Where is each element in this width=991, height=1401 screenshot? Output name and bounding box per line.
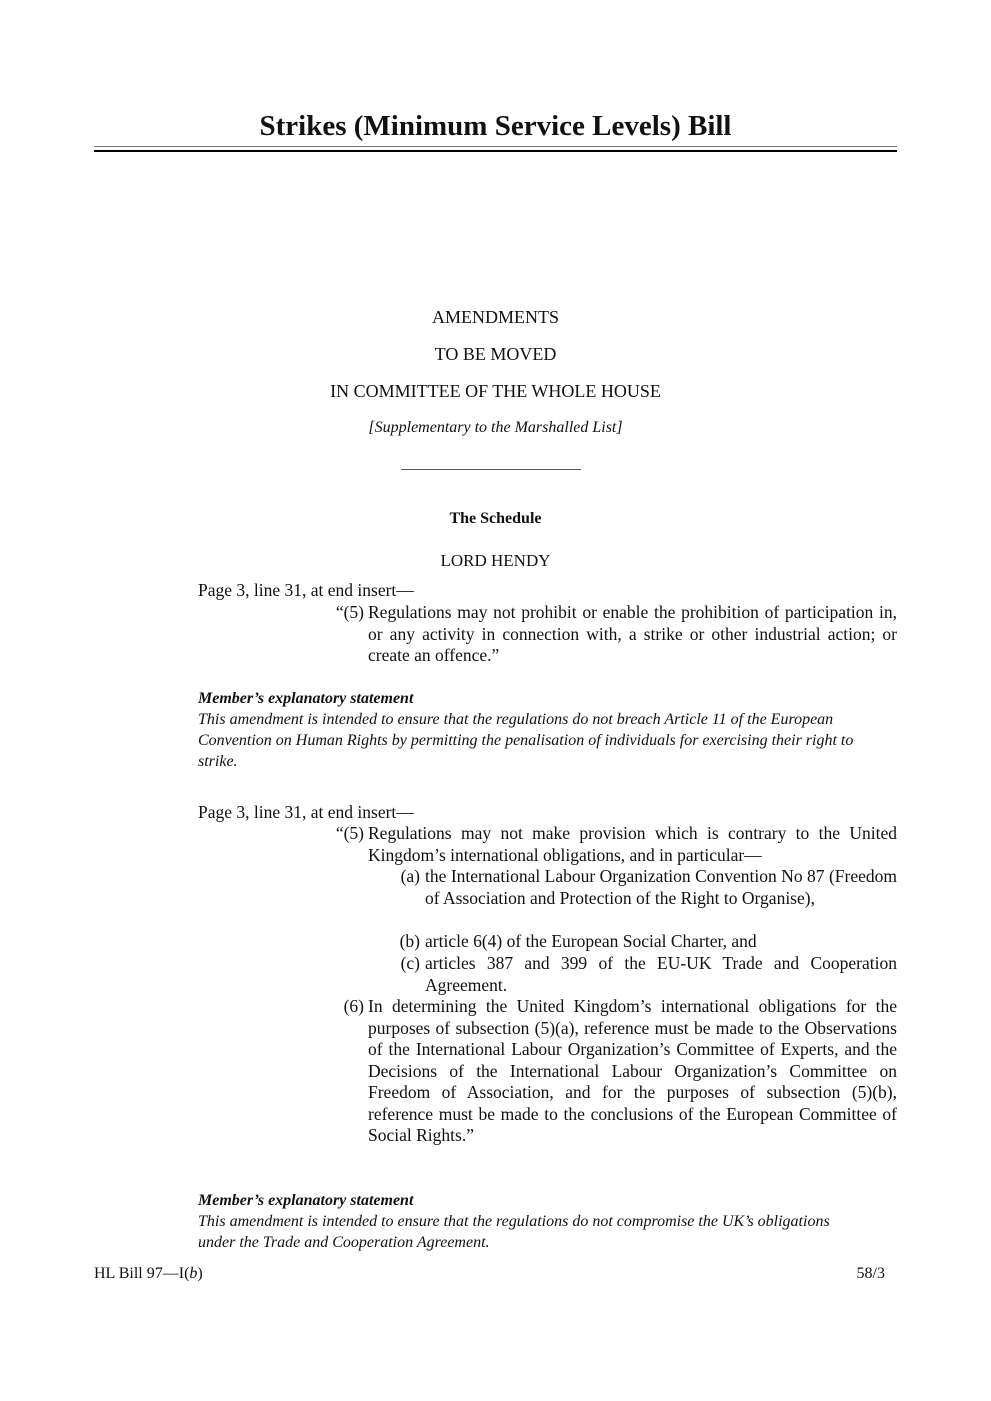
amendment-2-paragraph-a	[384, 866, 897, 909]
amendment-2-paragraph-c	[384, 953, 897, 996]
clause-text: Regulations may not make provision which is contrary to the United Kingdom’s international obligations, and in particular—	[368, 823, 897, 865]
statement-heading: Member’s explanatory statement	[198, 690, 414, 707]
page-reference: 58/3	[856, 1265, 885, 1282]
paragraph-text: articles 387 and 399 of the EU-UK Trade and Cooperation Agreement.	[425, 953, 897, 995]
amendment-1-clause-5	[320, 602, 897, 667]
paragraph-label: (c)	[400, 953, 420, 973]
amendment-2-instruction: Page 3, line 31, at end insert—	[198, 802, 414, 822]
statement-heading: Member’s explanatory statement	[198, 1192, 414, 1209]
heading-amendments: AMENDMENTS	[431, 307, 559, 327]
clause-text: In determining the United Kingdom’s international obligations for the purposes of subsection (5)(a), reference must be made to the Observations of the International Labour Organization’s Committee of Experts, and the Decisions of the International Labour Organization’s Committee on Freedom of Association, and for the purposes of subsection (5)(b), reference must be made to the conclusions of the European Committee of Social Rights.”	[368, 996, 897, 1145]
clause-text: Regulations may not prohibit or enable the prohibition of participation in, or any activity in connection with, a strike or other industrial action; or create an offence.”	[368, 602, 897, 665]
paragraph-text: article 6(4) of the European Social Charter, and	[425, 931, 757, 951]
heading-subtitle: [Supplementary to the Marshalled List]	[368, 419, 623, 436]
heading-committee: IN COMMITTEE OF THE WHOLE HOUSE	[330, 381, 661, 401]
paragraph-label: (b)	[399, 931, 420, 951]
section-title: The Schedule	[449, 510, 542, 527]
statement-text: This amendment is intended to ensure that the regulations do not breach Article 11 of the European Convention on Human Rights by permitting the penalisation of individuals for exercising their right to strike.	[198, 711, 854, 770]
clause-number: “(5)	[335, 602, 364, 622]
section-divider	[401, 469, 581, 470]
amendment-1-explanatory-statement	[198, 688, 878, 772]
amendment-2-clause-6	[320, 996, 897, 1147]
title-rule-thick	[94, 150, 897, 152]
bill-ref-letter: b	[189, 1265, 198, 1282]
clause-number: (6)	[343, 996, 364, 1016]
amendment-2-clause-5	[320, 823, 897, 866]
statement-text: This amendment is intended to ensure that the regulations do not compromise the UK’s obligations under the Trade and Cooperation Agreement.	[198, 1213, 830, 1251]
paragraph-label: (a)	[400, 866, 420, 886]
amendment-2-explanatory-statement	[198, 1190, 878, 1253]
clause-number: “(5)	[335, 823, 364, 843]
title-rule-thin	[94, 146, 897, 147]
bill-title: Strikes (Minimum Service Levels) Bill	[259, 110, 732, 142]
bill-reference	[94, 1264, 203, 1284]
paragraph-text: the International Labour Organization Convention No 87 (Freedom of Association and Protection of the Right to Organise),	[425, 866, 897, 908]
amendment-2-paragraph-b	[384, 931, 897, 953]
bill-ref-prefix: HL Bill 97—I(	[94, 1265, 190, 1282]
bill-ref-suffix: )	[197, 1265, 203, 1282]
heading-to-be-moved: TO BE MOVED	[434, 344, 557, 364]
amendment-1-instruction: Page 3, line 31, at end insert—	[198, 580, 414, 600]
member-name: LORD HENDY	[440, 551, 551, 570]
